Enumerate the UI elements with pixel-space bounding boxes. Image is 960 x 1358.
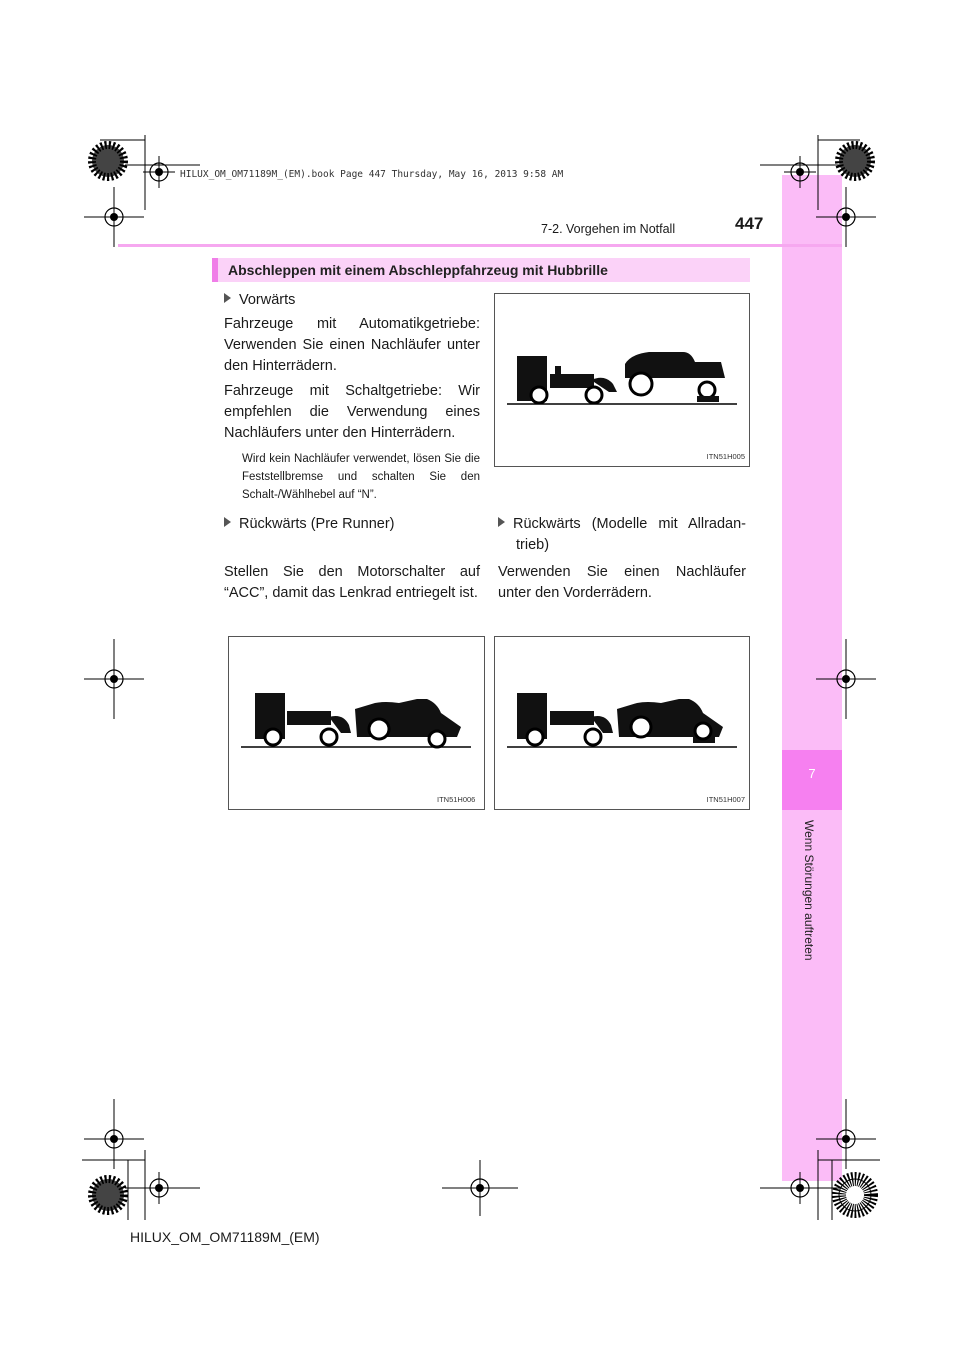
tow-truck-backward-dolly-illustration [495,637,749,809]
page-number: 447 [735,214,764,233]
triangle-bullet-icon [224,293,231,303]
triangle-bullet-icon [224,517,231,527]
section-title: 7-2. Vorgehen im Notfall [541,222,676,236]
document-code: HILUX_OM_OM71189M_(EM) [130,1229,320,1245]
backward-4wd-text: Verwenden Sie einen Nachläufer unter den Vorderrädern. [498,564,746,601]
figure-code: ITN51H005 [706,452,745,461]
forward-manual-text: Fahrzeuge mit Schaltgetriebe: Wir empfehlen die Verwendung eines Nachläufers unter den Hinterrädern. [224,383,480,441]
file-info: HILUX_OM_OM71189M_(EM).book Page 447 Thursday, May 16, 2013 9:58 AM [180,169,564,180]
backward-4wd-title: Rückwärts (Modelle mit Allradan-trieb) [498,514,746,556]
triangle-bullet-icon [498,517,505,527]
tow-truck-forward-illustration [495,294,749,466]
figure-backward-4wd [494,636,750,810]
backward-pre-runner-title: Rückwärts (Pre Runner) [224,514,480,535]
forward-automatic-text: Fahrzeuge mit Automatikgetriebe: Verwenden Sie einen Nachläufer unter den Hinterrädern. [224,316,480,374]
chapter-number: 7 [782,750,842,810]
section-heading-text: Abschleppen mit einem Abschleppfahrzeug mit Hubbrille [228,262,608,278]
figure-backward-pre-runner [228,636,485,810]
section-heading [212,258,750,282]
backward-pre-runner-text: Stellen Sie den Motorschalter auf “ACC”, damit das Lenkrad entriegelt ist. [224,564,480,601]
figure-code: ITN51H007 [706,795,745,804]
forward-note: Wird kein Nachläufer verwendet, lösen Sie die Feststellbremse und schalten Sie den Schalt-/Wählhebel auf “N”. [242,453,480,501]
forward-title: Vorwärts [224,290,480,311]
figure-forward-tow [494,293,750,467]
figure-code: ITN51H006 [437,795,476,804]
chapter-tab-label: Wenn Störungen auftreten [802,820,816,961]
tow-truck-backward-illustration [229,637,484,809]
